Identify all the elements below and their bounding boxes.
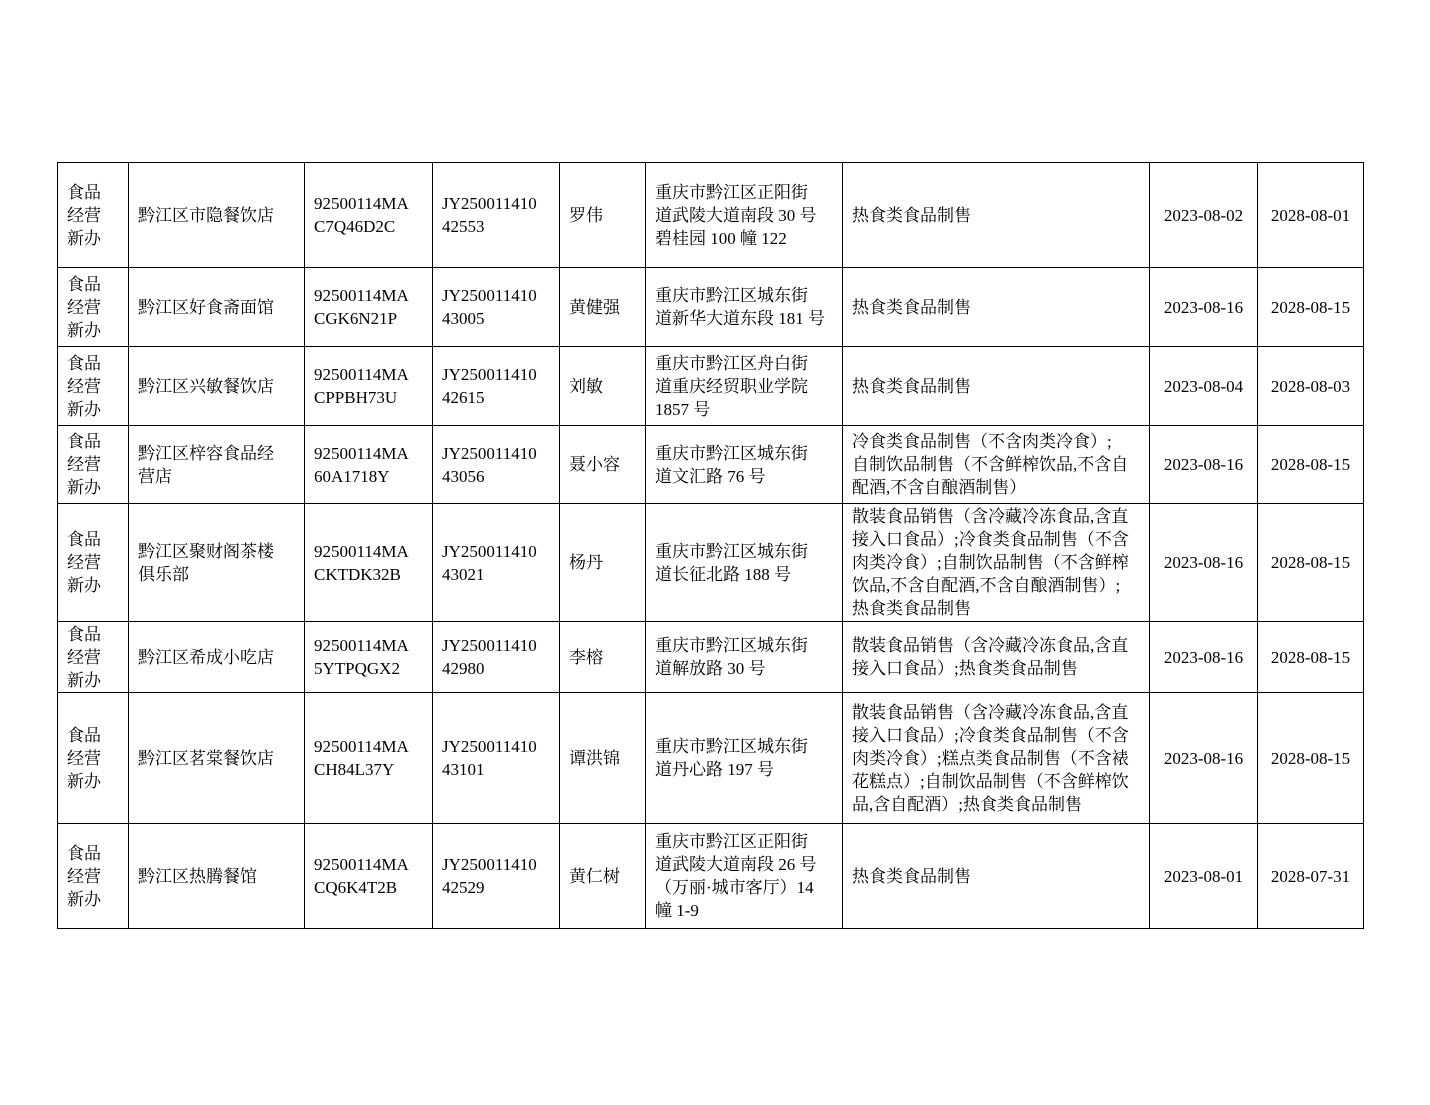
cell-application-type [58, 426, 129, 504]
cell-address [646, 347, 843, 426]
cell-business-scope-line: 配酒,不含自酿酒制售） [852, 478, 1027, 497]
cell-credit-code [305, 693, 433, 824]
cell-address-line: （万丽·城市客厅）14 [655, 878, 814, 897]
cell-business-name [129, 268, 305, 347]
cell-application-type-line: 食品 [67, 624, 101, 644]
cell-issue-date: 2023-08-02 [1150, 163, 1258, 268]
cell-business-name [129, 622, 305, 693]
cell-address [646, 268, 843, 347]
cell-issue-date: 2023-08-04 [1150, 347, 1258, 426]
cell-license-number [433, 504, 560, 622]
cell-address-line: 道武陵大道南段 30 号 [655, 205, 817, 225]
cell-application-type-line: 食品 [67, 843, 101, 863]
cell-address-line: 道丹心路 197 号 [655, 760, 774, 779]
cell-legal-person: 李榕 [560, 622, 646, 693]
cell-business-name-line: 黔江区梓容食品经 [138, 443, 274, 463]
cell-issue-date: 2023-08-01 [1150, 824, 1258, 929]
cell-address-line: 道重庆经贸职业学院 [655, 376, 808, 396]
cell-application-type [58, 268, 129, 347]
cell-license-number-line: JY250011410 [442, 636, 537, 655]
cell-business-name-line: 俱乐部 [138, 564, 189, 584]
cell-address-line: 重庆市黔江区城东街 [655, 443, 808, 463]
cell-license-number-line: 42615 [442, 388, 485, 407]
table-row [58, 163, 1364, 268]
cell-business-name-line: 黔江区茗棠餐饮店 [138, 748, 274, 768]
cell-business-name [129, 504, 305, 622]
cell-legal-person: 聂小容 [560, 426, 646, 504]
cell-credit-code-line: CPPBH73U [314, 388, 398, 407]
cell-application-type-line: 经营 [67, 297, 101, 317]
cell-legal-person: 黄健强 [560, 268, 646, 347]
cell-business-scope [843, 693, 1150, 824]
cell-business-scope-line: 自制饮品制售（不含鲜榨饮品,不含自 [852, 455, 1129, 474]
cell-application-type [58, 163, 129, 268]
cell-business-scope-line: 散装食品销售（含冷藏冷冻食品,含直 [852, 507, 1129, 526]
cell-address-line: 道新华大道东段 181 号 [655, 309, 825, 328]
cell-issue-date: 2023-08-16 [1150, 693, 1258, 824]
cell-business-scope-line: 散装食品销售（含冷藏冷冻食品,含直 [852, 636, 1129, 655]
cell-address-line: 道解放路 30 号 [655, 659, 766, 678]
cell-credit-code [305, 347, 433, 426]
cell-address-line: 碧桂园 100 幢 122 [655, 228, 787, 248]
cell-credit-code-line: 92500114MA [314, 194, 409, 213]
cell-credit-code-line: C7Q46D2C [314, 217, 396, 236]
cell-business-name-line: 黔江区聚财阁茶楼 [138, 541, 274, 561]
cell-business-scope [843, 504, 1150, 622]
cell-credit-code-line: 92500114MA [314, 636, 409, 655]
cell-address-line: 重庆市黔江区城东街 [655, 541, 808, 561]
cell-business-scope [843, 622, 1150, 693]
cell-application-type [58, 824, 129, 929]
cell-business-scope-line: 热食类食品制售 [852, 866, 971, 886]
cell-business-scope-line: 肉类冷食）;糕点类食品制售（不含裱 [852, 748, 1129, 768]
cell-license-number [433, 622, 560, 693]
cell-application-type-line: 经营 [67, 455, 101, 474]
cell-application-type-line: 经营 [67, 647, 101, 667]
cell-legal-person: 刘敏 [560, 347, 646, 426]
cell-address [646, 622, 843, 693]
cell-address-line: 重庆市黔江区正阳街 [655, 832, 808, 851]
cell-business-scope-line: 接入口食品）;热食类食品制售 [852, 659, 1078, 678]
cell-application-type-line: 新办 [67, 576, 101, 595]
cell-application-type-line: 新办 [67, 320, 101, 340]
cell-application-type-line: 经营 [67, 866, 101, 886]
cell-business-name-line: 黔江区热腾餐馆 [138, 866, 257, 886]
cell-legal-person: 杨丹 [560, 504, 646, 622]
cell-business-scope [843, 824, 1150, 929]
cell-address-line: 道武陵大道南段 26 号 [655, 855, 817, 874]
cell-business-scope [843, 268, 1150, 347]
cell-business-scope [843, 347, 1150, 426]
cell-business-scope [843, 426, 1150, 504]
cell-credit-code [305, 426, 433, 504]
cell-license-number-line: JY250011410 [442, 365, 537, 384]
cell-business-name-line: 黔江区希成小吃店 [138, 647, 274, 667]
cell-application-type-line: 新办 [67, 399, 101, 419]
table-row [58, 693, 1364, 824]
cell-business-name [129, 824, 305, 929]
cell-business-name [129, 163, 305, 268]
cell-business-name-line: 黔江区市隐餐饮店 [138, 205, 274, 225]
cell-credit-code-line: 92500114MA [314, 737, 409, 756]
license-table [57, 162, 1364, 929]
cell-credit-code [305, 504, 433, 622]
cell-license-number-line: 42980 [442, 659, 485, 678]
cell-address-line: 重庆市黔江区城东街 [655, 286, 808, 305]
cell-application-type [58, 504, 129, 622]
cell-license-number-line: JY250011410 [442, 737, 537, 756]
cell-business-scope-line: 热食类食品制售 [852, 376, 971, 396]
cell-business-scope-line: 热食类食品制售 [852, 297, 971, 317]
cell-application-type-line: 经营 [67, 376, 101, 396]
cell-issue-date: 2023-08-16 [1150, 426, 1258, 504]
cell-application-type-line: 经营 [67, 748, 101, 768]
cell-business-scope-line: 花糕点）;自制饮品制售（不含鲜榨饮 [852, 771, 1129, 791]
cell-business-scope-line: 饮品,不含自配酒,不含自酿酒制售）; [852, 576, 1121, 595]
cell-address [646, 163, 843, 268]
cell-business-scope [843, 163, 1150, 268]
cell-credit-code-line: 92500114MA [314, 286, 409, 305]
cell-business-scope-line: 肉类冷食）;自制饮品制售（不含鲜榨 [852, 553, 1129, 572]
cell-address-line: 重庆市黔江区正阳街 [655, 182, 808, 202]
cell-application-type-line: 新办 [67, 478, 101, 497]
cell-credit-code-line: 92500114MA [314, 365, 409, 384]
cell-license-number [433, 693, 560, 824]
cell-credit-code-line: CKTDK32B [314, 564, 401, 584]
cell-license-number [433, 268, 560, 347]
cell-expiry-date: 2028-08-03 [1258, 347, 1364, 426]
cell-license-number [433, 824, 560, 929]
cell-expiry-date: 2028-08-15 [1258, 504, 1364, 622]
cell-business-scope-line: 接入口食品）;冷食类食品制售（不含 [852, 530, 1129, 549]
cell-credit-code-line: 92500114MA [314, 541, 409, 561]
cell-credit-code-line: 92500114MA [314, 855, 409, 874]
cell-expiry-date: 2028-07-31 [1258, 824, 1364, 929]
cell-application-type [58, 693, 129, 824]
cell-credit-code-line: 5YTPQGX2 [314, 659, 400, 678]
cell-application-type-line: 食品 [67, 353, 101, 373]
cell-application-type-line: 新办 [67, 771, 101, 791]
cell-issue-date: 2023-08-16 [1150, 268, 1258, 347]
cell-credit-code [305, 268, 433, 347]
cell-application-type-line: 食品 [67, 274, 101, 294]
table-row [58, 504, 1364, 622]
cell-application-type [58, 622, 129, 693]
cell-application-type [58, 347, 129, 426]
cell-expiry-date: 2028-08-15 [1258, 622, 1364, 693]
cell-application-type-line: 经营 [67, 205, 101, 225]
cell-business-name [129, 693, 305, 824]
cell-address-line: 重庆市黔江区城东街 [655, 737, 808, 756]
cell-application-type-line: 食品 [67, 725, 101, 745]
cell-issue-date: 2023-08-16 [1150, 504, 1258, 622]
table-row [58, 347, 1364, 426]
cell-legal-person: 谭洪锦 [560, 693, 646, 824]
cell-address-line: 1857 号 [655, 399, 711, 419]
cell-expiry-date: 2028-08-15 [1258, 268, 1364, 347]
cell-business-scope-line: 冷食类食品制售（不含肉类冷食）; [852, 432, 1112, 451]
cell-license-number [433, 163, 560, 268]
cell-address-line: 重庆市黔江区城东街 [655, 636, 808, 655]
cell-business-scope-line: 散装食品销售（含冷藏冷冻食品,含直 [852, 702, 1129, 722]
cell-license-number-line: JY250011410 [442, 286, 537, 305]
cell-address [646, 504, 843, 622]
cell-license-number-line: 43101 [442, 760, 485, 779]
cell-expiry-date: 2028-08-15 [1258, 693, 1364, 824]
cell-address-line: 幢 1-9 [655, 901, 699, 920]
cell-address-line: 道长征北路 188 号 [655, 564, 791, 584]
cell-credit-code-line: CQ6K4T2B [314, 878, 398, 897]
cell-license-number [433, 347, 560, 426]
cell-credit-code-line: CGK6N21P [314, 309, 398, 328]
cell-license-number-line: JY250011410 [442, 443, 537, 463]
cell-expiry-date: 2028-08-01 [1258, 163, 1364, 268]
cell-address-line: 重庆市黔江区舟白街 [655, 353, 808, 373]
cell-application-type-line: 食品 [67, 182, 101, 202]
cell-application-type-line: 新办 [67, 670, 101, 690]
cell-address-line: 道文汇路 76 号 [655, 466, 766, 486]
cell-issue-date: 2023-08-16 [1150, 622, 1258, 693]
cell-application-type-line: 经营 [67, 553, 101, 572]
cell-business-name-line: 黔江区兴敏餐饮店 [138, 376, 274, 396]
cell-expiry-date: 2028-08-15 [1258, 426, 1364, 504]
cell-application-type-line: 新办 [67, 889, 101, 909]
cell-address [646, 693, 843, 824]
cell-credit-code [305, 824, 433, 929]
table-row [58, 824, 1364, 929]
cell-address [646, 426, 843, 504]
cell-license-number-line: JY250011410 [442, 855, 537, 874]
cell-business-scope-line: 热食类食品制售 [852, 205, 971, 225]
cell-business-name-line: 黔江区好食斋面馆 [138, 297, 274, 317]
cell-application-type-line: 食品 [67, 432, 101, 451]
cell-business-name [129, 426, 305, 504]
cell-application-type-line: 新办 [67, 228, 101, 248]
table-body [58, 163, 1364, 929]
cell-credit-code [305, 163, 433, 268]
cell-credit-code [305, 622, 433, 693]
cell-license-number-line: JY250011410 [442, 541, 537, 561]
cell-license-number [433, 426, 560, 504]
cell-credit-code-line: 60A1718Y [314, 466, 390, 486]
cell-credit-code-line: CH84L37Y [314, 760, 395, 779]
table-row [58, 426, 1364, 504]
cell-license-number-line: 43056 [442, 466, 485, 486]
cell-business-name [129, 347, 305, 426]
cell-business-scope-line: 热食类食品制售 [852, 599, 971, 618]
cell-license-number-line: 43005 [442, 309, 485, 328]
cell-license-number-line: 42529 [442, 878, 485, 897]
cell-business-scope-line: 接入口食品）;冷食类食品制售（不含 [852, 725, 1129, 745]
cell-license-number-line: 42553 [442, 217, 485, 236]
cell-address [646, 824, 843, 929]
cell-credit-code-line: 92500114MA [314, 443, 409, 463]
cell-application-type-line: 食品 [67, 530, 101, 549]
table-row [58, 622, 1364, 693]
cell-license-number-line: 43021 [442, 564, 485, 584]
cell-business-name-line: 营店 [138, 466, 172, 486]
cell-legal-person: 罗伟 [560, 163, 646, 268]
cell-business-scope-line: 品,含自配酒）;热食类食品制售 [852, 794, 1082, 814]
cell-legal-person: 黄仁树 [560, 824, 646, 929]
table-row [58, 268, 1364, 347]
cell-license-number-line: JY250011410 [442, 194, 537, 213]
